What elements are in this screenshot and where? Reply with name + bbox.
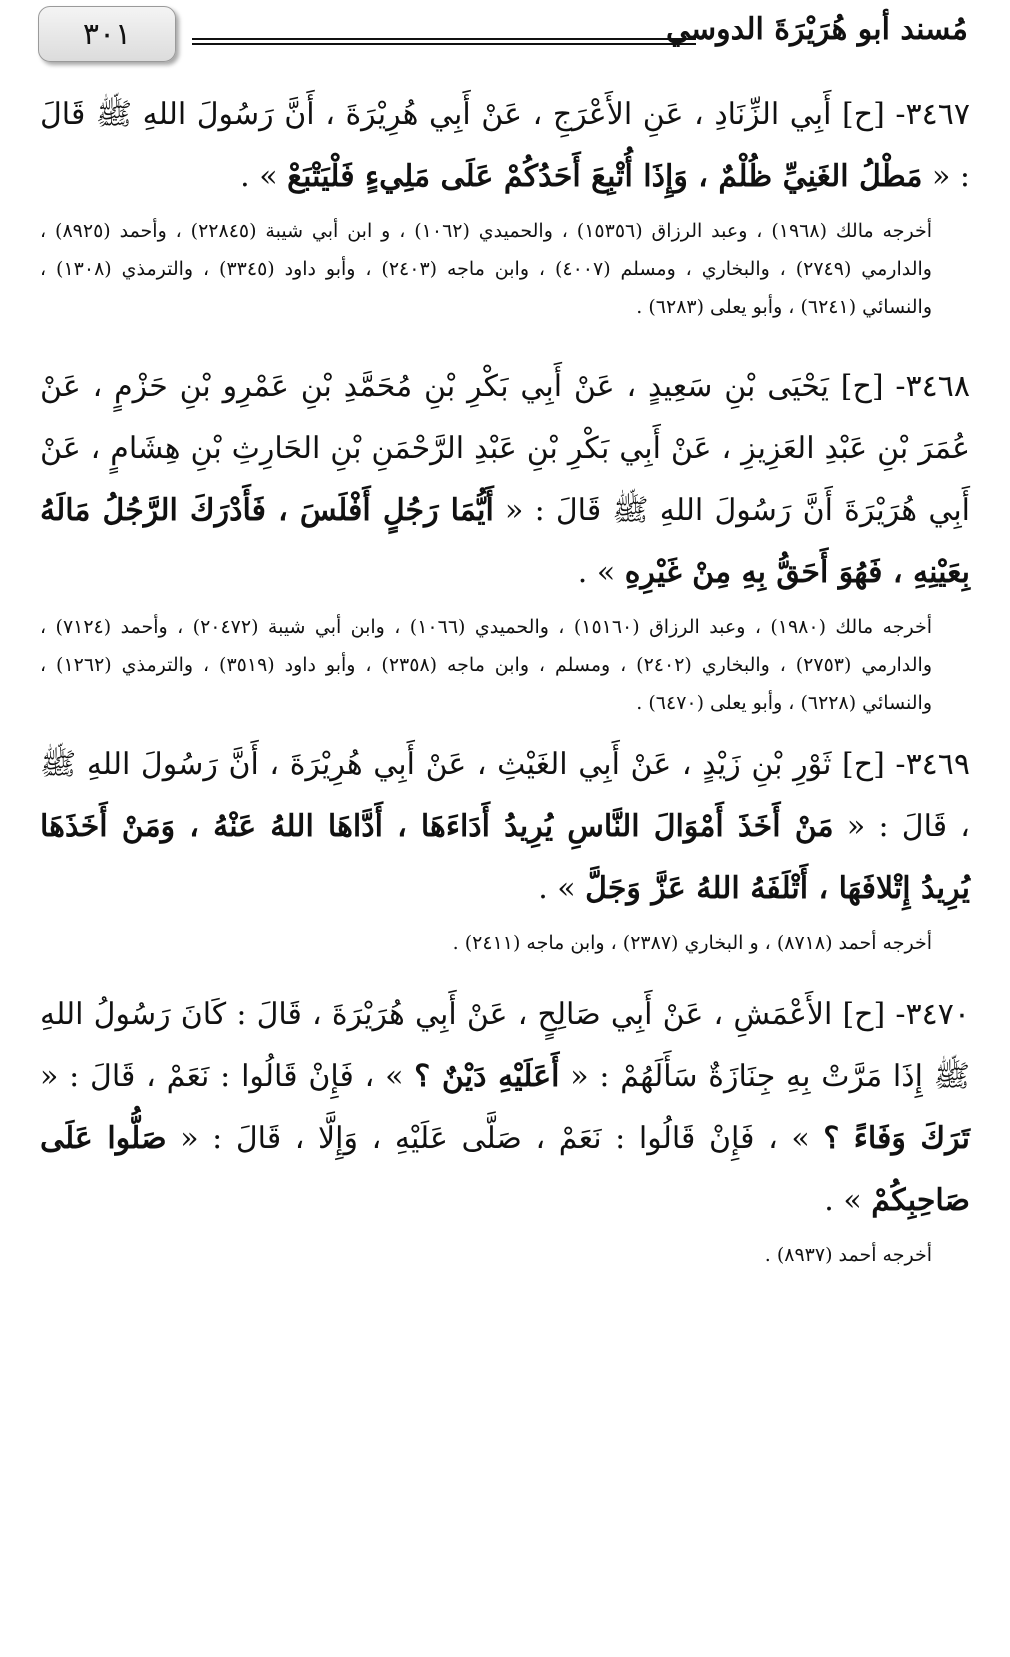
- hadith-end: » .: [538, 871, 586, 906]
- hadith-text: [40, 734, 970, 920]
- hadith-end: » .: [240, 159, 288, 194]
- header-rule: [192, 38, 696, 45]
- hadith-isnad: ٣٤٧٠- [ح] الأَعْمَشِ ، عَنْ أَبِي صَالِحٍ ، عَنْ أَبِي هُرَيْرَةَ ، قَالَ : كَانَ رَسُولُ اللهِ ﷺ إِذَا مَرَّتْ بِهِ جِنَازَةٌ سَأَلَهُمْ : «: [40, 997, 970, 1094]
- hadith-text: [40, 84, 970, 208]
- page-number: ٣٠١: [38, 6, 176, 62]
- hadith-quote: أَعَلَيْهِ دَيْنٌ ؟: [414, 1059, 560, 1094]
- hadith-3470: [40, 984, 970, 1274]
- hadith-end: » .: [577, 555, 625, 590]
- hadith-quote: مَطْلُ الغَنِيِّ ظُلْمٌ ، وَإِذَا أُتْبِعَ أَحَدُكُمْ عَلَى مَلِيءٍ فَلْيَتْبَعْ: [287, 159, 923, 194]
- hadith-isnad: ٣٤٦٧- [ح] أَبِي الزِّنَادِ ، عَنِ الأَعْرَجِ ، عَنْ أَبِي هُرِيْرَةَ ، أَنَّ رَسُولَ اللهِ ﷺ قَالَ : «: [40, 97, 970, 194]
- hadith-quote: أَيُّمَا رَجُلٍ أَفْلَسَ ، فَأَدْرَكَ الرَّجُلُ مَالَهُ بِعَيْنِهِ ، فَهُوَ أَحَقُّ بِهِ مِنْ غَيْرِهِ: [40, 493, 970, 590]
- hadith-isnad: ٣٤٦٨- [ح] يَحْيَى بْنِ سَعِيدٍ ، عَنْ أَبِي بَكْرِ بْنِ مُحَمَّدِ بْنِ عَمْرِو بْنِ حَزْمٍ ، عَنْ عُمَرَ بْنِ عَبْدِ العَزِيزِ ، عَنْ أَبِي بَكْرِ بْنِ عَبْدِ الرَّحْمَنِ بْنِ الحَارِثِ بْنِ هِشَامٍ ، عَنْ أَبِي هُرَيْرَةَ أَنَّ رَسُولَ اللهِ ﷺ قَالَ : «: [40, 369, 971, 528]
- hadith-quote: صَلُّوا عَلَى صَاحِبِكُمْ: [40, 1121, 970, 1218]
- page-body: [40, 78, 970, 1274]
- hadith-connector: » ، فَإِنْ قَالُوا : نَعَمْ ، صَلَّى عَلَيْهِ ، وَإِلَّا ، قَالَ : «: [166, 1121, 824, 1156]
- takhrij-footnote: أخرجه أحمد (٨٧١٨) ، و البخاري (٢٣٨٧) ، وابن ماجه (٢٤١١) .: [452, 932, 932, 954]
- takhrij-footnote: أخرجه أحمد (٨٩٣٧) .: [764, 1244, 932, 1266]
- takhrij-footnote: أخرجه مالك (١٩٦٨) ، وعبد الرزاق (١٥٣٥٦) ، والحميدي (١٠٦٢) ، و ابن أبي شيبة (٢٢٨٤٥) ، وأحمد (٨٩٢٥) ، والدارمي (٢٧٤٩) ، والبخاري ، ومسلم (٤٠٠٧) ، وابن ماجه (٢٤٠٣) ، وأبو داود (٣٣٤٥) ، والترمذي (١٣٠٨) ، والنسائي (٦٢٤١) ، وأبو يعلى (٦٢٨٣) .: [40, 220, 932, 318]
- running-title: مُسند أبو هُرَيْرَةَ الدوسي: [666, 12, 968, 47]
- hadith-3469: [40, 734, 970, 962]
- hadith-3467: [40, 84, 970, 326]
- takhrij-footnote: أخرجه مالك (١٩٨٠) ، وعبد الرزاق (١٥١٦٠) ، والحميدي (١٠٦٦) ، وابن أبي شيبة (٢٠٤٧٢) ، وأحمد (٧١٢٤) ، والدارمي (٢٧٥٣) ، والبخاري (٢٤٠٢) ، ومسلم ، وابن ماجه (٢٣٥٨) ، وأبو داود (٣٥١٩) ، والترمذي (١٢٦٢) ، والنسائي (٦٢٢٨) ، وأبو يعلى (٦٤٧٠) .: [40, 616, 933, 714]
- hadith-connector: » ، فَإِنْ قَالُوا : نَعَمْ ، قَالَ : «: [40, 1059, 415, 1094]
- hadith-end: » .: [824, 1183, 872, 1218]
- page-header: [0, 4, 1010, 64]
- hadith-quote: تَرَكَ وَفَاءً ؟: [823, 1121, 971, 1156]
- hadith-3468: [40, 356, 970, 722]
- hadith-text: [40, 356, 970, 604]
- hadith-quote: مَنْ أَخَذَ أَمْوَالَ النَّاسِ يُرِيدُ أَدَاءَهَا ، أَدَّاهَا اللهُ عَنْهُ ، وَمَنْ أَخَذَهَا يُرِيدُ إِتْلافَهَا ، أَتْلَفَهُ اللهُ عَزَّ وَجَلَّ: [40, 809, 970, 906]
- hadith-text: [40, 984, 970, 1232]
- hadith-isnad: ٣٤٦٩- [ح] ثَوْرِ بْنِ زَيْدٍ ، عَنْ أَبِي الغَيْثِ ، عَنْ أَبِي هُرِيْرَةَ ، أَنَّ رَسُولَ اللهِ ﷺ ، قَالَ : «: [40, 747, 971, 844]
